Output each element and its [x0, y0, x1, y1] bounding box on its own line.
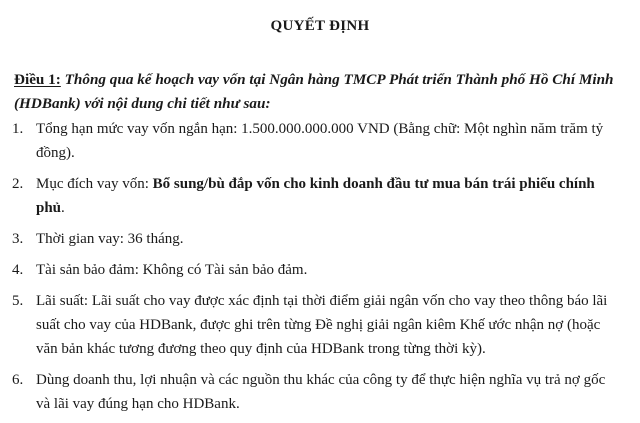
item-number: 3. [12, 231, 24, 247]
item-bold-text: Bổ sung/bù đắp vốn cho kinh doanh đầu tư mua bán trái phiếu chính phủ [36, 176, 595, 216]
item-text: Thời gian vay: 36 tháng. [36, 231, 184, 247]
decision-items-list [0, 117, 640, 423]
item-text: Tổng hạn mức vay vốn ngắn hạn: 1.500.000.000.000 VND (Bằng chữ: Một nghìn năm trăm tỷ đồng). [36, 121, 604, 161]
list-item [0, 368, 640, 416]
article-heading [14, 68, 626, 116]
list-item [0, 289, 640, 361]
list-item [0, 117, 640, 165]
item-text: Dùng doanh thu, lợi nhuận và các nguồn thu khác của công ty để thực hiện nghĩa vụ trả nợ gốc và lãi vay đúng hạn cho HDBank. [36, 372, 606, 412]
item-text: Tài sản bảo đảm: Không có Tài sản bảo đảm. [36, 262, 308, 278]
item-text: Lãi suất: Lãi suất cho vay được xác định tại thời điểm giải ngân vốn cho vay theo thông báo lãi suất cho vay của HDBank, được ghi trên từng Đề nghị giải ngân kiêm Khế ước nhận nợ (hoặc văn bản khác tương đương theo quy định của HDBank trong từng thời kỳ). [36, 293, 608, 357]
list-item [0, 172, 640, 220]
item-text: Mục đích vay vốn: [36, 176, 153, 192]
item-number: 6. [12, 372, 24, 388]
document-title: QUYẾT ĐỊNH [270, 18, 370, 34]
list-item [0, 258, 640, 282]
article-label: Điều 1: [14, 71, 61, 88]
list-item [0, 227, 640, 251]
item-number: 2. [12, 176, 24, 192]
article-text: Thông qua kế hoạch vay vốn tại Ngân hàng TMCP Phát triển Thành phố Hồ Chí Minh (HDBank) với nội dung chi tiết như sau: [14, 71, 614, 112]
item-suffix: . [61, 200, 65, 216]
item-number: 4. [12, 262, 24, 278]
item-number: 5. [12, 293, 24, 309]
item-number: 1. [12, 121, 24, 137]
